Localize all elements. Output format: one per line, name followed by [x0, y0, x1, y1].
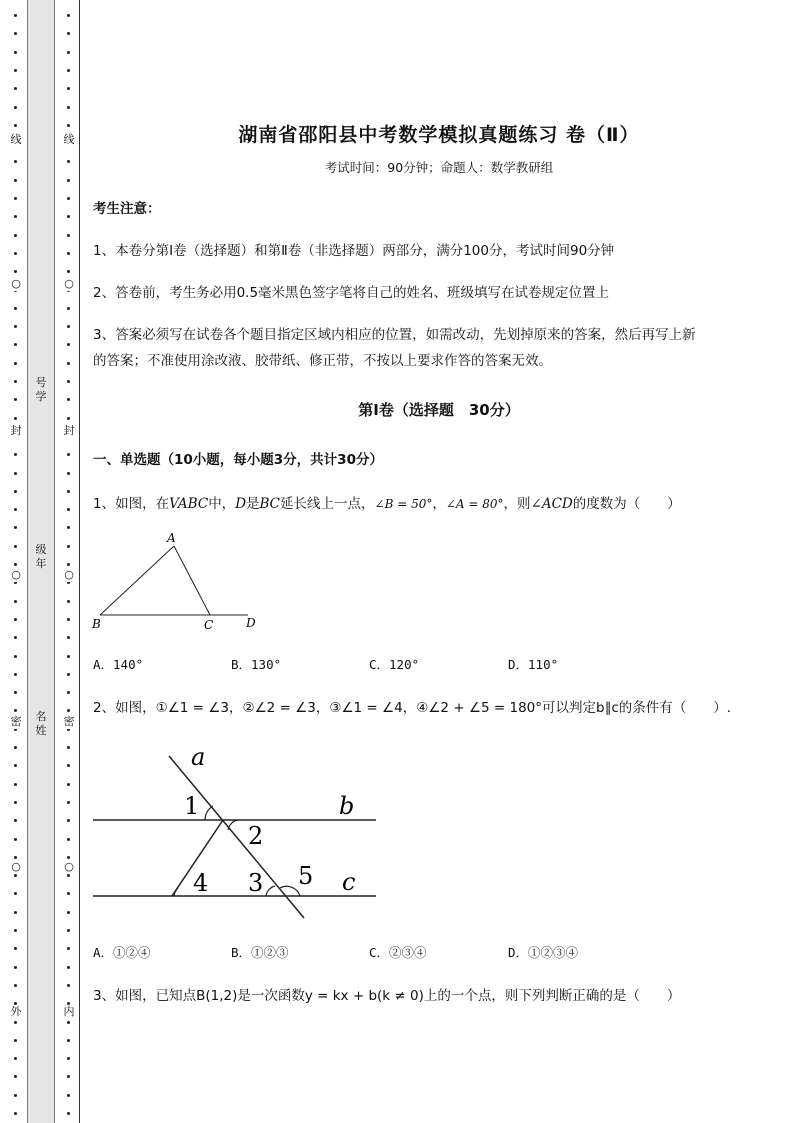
binding-dot — [14, 819, 17, 822]
binding-dot — [14, 325, 17, 328]
fig1-label-d: D — [246, 616, 256, 630]
fig2-label-b: b — [339, 792, 355, 820]
binding-dot — [67, 819, 70, 822]
binding-dot — [14, 1021, 17, 1024]
binding-dot — [14, 1057, 17, 1060]
fig1-label-c: C — [204, 618, 214, 632]
inner-mark: 内 — [60, 1005, 78, 1019]
fig2-label-5: 5 — [298, 862, 314, 890]
fig2-label-2: 2 — [248, 822, 264, 850]
notice-item: 1、本卷分第Ⅰ卷（选择题）和第Ⅱ卷（非选择题）两部分，满分100分，考试时间90分钟 — [93, 243, 615, 259]
exam-info: 考试时间：90分钟；命题人：数学教研组 — [324, 160, 554, 175]
notice-item: 的答案；不准使用涂改液、胶带纸、修正带，不按以上要求作答的答案无效。 — [93, 353, 552, 369]
binding-dot — [14, 673, 17, 676]
binding-dot — [14, 892, 17, 895]
binding-dot — [67, 526, 70, 529]
binding-dot — [14, 746, 17, 749]
outer-mark: 密 — [7, 715, 25, 729]
q1-text: ，则 — [503, 496, 531, 512]
binding-dot — [14, 179, 17, 182]
binding-dot — [67, 947, 70, 950]
binding-dot — [14, 929, 17, 932]
binding-dot — [14, 636, 17, 639]
binding-dot — [14, 947, 17, 950]
q2-option-c[interactable]: C．②③④ — [369, 945, 427, 960]
q1-text: 延长线上一点， — [280, 496, 375, 512]
binding-dot — [14, 545, 17, 548]
question-1 — [93, 492, 681, 512]
outer-dot-column — [11, 0, 21, 1123]
binding-dot — [67, 197, 70, 200]
binding-dot — [14, 801, 17, 804]
binding-dot — [67, 215, 70, 218]
binding-dot — [14, 417, 17, 420]
binding-dot — [67, 325, 70, 328]
q1-option-c[interactable]: C．120° — [369, 657, 420, 672]
binding-dot — [14, 526, 17, 529]
inner-dot-column — [64, 0, 74, 1123]
notice-heading: 考生注意： — [93, 201, 161, 217]
binding-dot — [67, 764, 70, 767]
binding-dot — [67, 911, 70, 914]
binding-dot — [14, 490, 17, 493]
binding-dot — [14, 709, 17, 712]
binding-dot — [67, 709, 70, 712]
binding-dot — [67, 1039, 70, 1042]
notice-item: 3、答案必须写在试卷各个题目指定区域内相应的位置，如需改动，先划掉原来的答案，然后再写上新 — [93, 327, 696, 343]
inner-mark: ○ — [60, 277, 78, 291]
binding-dot — [14, 618, 17, 621]
binding-dot — [67, 380, 70, 383]
q2-option-d[interactable]: D．①②③④ — [508, 945, 579, 960]
binding-dot — [67, 984, 70, 987]
inner-mark: ○ — [60, 568, 78, 582]
outer-mark: 线 — [7, 133, 25, 147]
binding-dot — [67, 746, 70, 749]
binding-dot — [14, 838, 17, 841]
binding-dot — [14, 874, 17, 877]
outer-mark: ○ — [7, 860, 25, 874]
binding-dot — [67, 783, 70, 786]
binding-dot — [67, 508, 70, 511]
binding-dot — [14, 32, 17, 35]
binding-dot — [14, 911, 17, 914]
binding-dot — [14, 215, 17, 218]
q1-segment-bc: BC — [259, 496, 281, 512]
binding-dot — [14, 563, 17, 566]
binding-dot — [67, 874, 70, 877]
student-id-field: 号 学 — [35, 376, 47, 403]
binding-dot — [14, 1039, 17, 1042]
binding-dot — [14, 87, 17, 90]
q1-point-d: D — [235, 496, 247, 512]
binding-dot — [14, 380, 17, 383]
binding-dot — [14, 234, 17, 237]
binding-dot — [14, 783, 17, 786]
binding-dot — [67, 929, 70, 932]
binding-dot — [14, 307, 17, 310]
q1-triangle: VABC — [169, 496, 209, 512]
q1-text: 的度数为（ ） — [572, 496, 681, 512]
binding-dot — [67, 270, 70, 273]
binding-dot — [67, 417, 70, 420]
binding-dot — [14, 106, 17, 109]
binding-dot — [14, 966, 17, 969]
binding-dot — [67, 87, 70, 90]
binding-dot — [14, 398, 17, 401]
binding-dot — [14, 764, 17, 767]
q2-option-a[interactable]: A．①②④ — [93, 945, 151, 960]
q1-triangle-figure — [88, 528, 268, 636]
q1-option-d[interactable]: D．110° — [508, 657, 559, 672]
binding-dot — [14, 1075, 17, 1078]
binding-dot — [14, 472, 17, 475]
binding-dot — [67, 856, 70, 859]
binding-dot — [67, 307, 70, 310]
binding-dot — [67, 362, 70, 365]
binding-dot — [67, 160, 70, 163]
binding-dot — [67, 14, 70, 17]
binding-dot — [14, 270, 17, 273]
binding-dot — [14, 124, 17, 127]
binding-dot — [67, 563, 70, 566]
binding-dot — [67, 490, 70, 493]
q1-angle-acd: ∠ACD — [530, 496, 573, 512]
binding-dot — [67, 892, 70, 895]
inner-mark: 密 — [60, 715, 78, 729]
binding-dot — [14, 691, 17, 694]
binding-dot — [67, 453, 70, 456]
binding-dot — [14, 197, 17, 200]
binding-dot — [14, 14, 17, 17]
binding-dot — [67, 124, 70, 127]
binding-dot — [67, 343, 70, 346]
binding-dot — [67, 966, 70, 969]
outer-mark: ○ — [7, 277, 25, 291]
binding-dot — [14, 1094, 17, 1097]
binding-dot — [67, 1057, 70, 1060]
outer-mark: 封 — [7, 424, 25, 438]
fig2-label-c: c — [342, 868, 356, 896]
binding-dot — [14, 453, 17, 456]
binding-dot — [14, 856, 17, 859]
binding-dot — [67, 655, 70, 658]
binding-dot — [67, 673, 70, 676]
binding-dot — [67, 691, 70, 694]
q1-option-b[interactable]: B．130° — [231, 657, 282, 672]
q1-text: 是 — [246, 496, 260, 512]
binding-dot — [67, 838, 70, 841]
q1-angle-b: ∠B = 50° — [374, 497, 433, 511]
fig1-label-b: B — [92, 617, 101, 631]
binding-dot — [14, 1112, 17, 1115]
binding-dot — [67, 618, 70, 621]
q1-text: 1、如图，在 — [93, 496, 170, 512]
inner-mark: 封 — [60, 424, 78, 438]
binding-dot — [67, 545, 70, 548]
binding-dot — [67, 1075, 70, 1078]
binding-dot — [67, 801, 70, 804]
fig2-label-3: 3 — [248, 869, 264, 897]
outer-mark: ○ — [7, 568, 25, 582]
notice-item: 2、答卷前，考生务必用0.5毫米黑色签字笔将自己的姓名、班级填写在试卷规定位置上 — [93, 285, 610, 301]
binding-dot — [67, 636, 70, 639]
binding-dot — [14, 362, 17, 365]
binding-margin — [0, 0, 84, 1123]
q1-angle-a: ∠A = 80° — [445, 497, 504, 511]
section-title: 第Ⅰ卷（选择题 30分） — [358, 401, 520, 419]
q2-parallel-lines-figure — [88, 738, 388, 923]
binding-dot — [67, 106, 70, 109]
q1-text: ， — [432, 496, 446, 512]
fig1-label-a: A — [167, 531, 176, 545]
binding-dot — [67, 398, 70, 401]
inner-mark: 线 — [60, 133, 78, 147]
binding-dot — [14, 252, 17, 255]
binding-dot — [67, 1094, 70, 1097]
binding-dot — [67, 69, 70, 72]
outer-mark: 外 — [7, 1005, 25, 1019]
cut-line — [79, 0, 80, 1123]
binding-dot — [67, 472, 70, 475]
q1-text: 中， — [208, 496, 236, 512]
binding-dot — [67, 1021, 70, 1024]
fig2-label-1: 1 — [184, 792, 200, 820]
fig2-label-4: 4 — [193, 869, 209, 897]
binding-dot — [67, 51, 70, 54]
q1-option-a[interactable]: A．140° — [93, 657, 144, 672]
binding-dot — [14, 51, 17, 54]
fig2-label-a: a — [191, 743, 206, 771]
page-title: 湖南省邵阳县中考数学模拟真题练习 卷（Ⅱ） — [238, 124, 640, 146]
part-heading: 一、单选题（10小题，每小题3分，共计30分） — [93, 452, 383, 468]
binding-dot — [14, 69, 17, 72]
grade-field: 级 年 — [35, 543, 47, 570]
binding-dot — [67, 600, 70, 603]
binding-dot — [67, 32, 70, 35]
binding-dot — [14, 984, 17, 987]
binding-dot — [14, 655, 17, 658]
binding-dot — [67, 179, 70, 182]
binding-dot — [14, 600, 17, 603]
name-field: 名 姓 — [35, 710, 47, 737]
inner-mark: ○ — [60, 860, 78, 874]
binding-dot — [67, 252, 70, 255]
binding-dot — [67, 234, 70, 237]
binding-dot — [14, 160, 17, 163]
binding-dot — [67, 1112, 70, 1115]
q2-option-b[interactable]: B．①②③ — [231, 945, 289, 960]
binding-dot — [14, 508, 17, 511]
question-3: 3、如图，已知点B(1,2)是一次函数y = kx + b(k ≠ 0)上的一个点，则下列判断正确的是（ ） — [93, 988, 681, 1004]
binding-dot — [14, 343, 17, 346]
question-2: 2、如图，①∠1 = ∠3，②∠2 = ∠3，③∠1 = ∠4，④∠2 + ∠5 = 180°可以判定b∥c的条件有（ ）. — [93, 700, 732, 716]
